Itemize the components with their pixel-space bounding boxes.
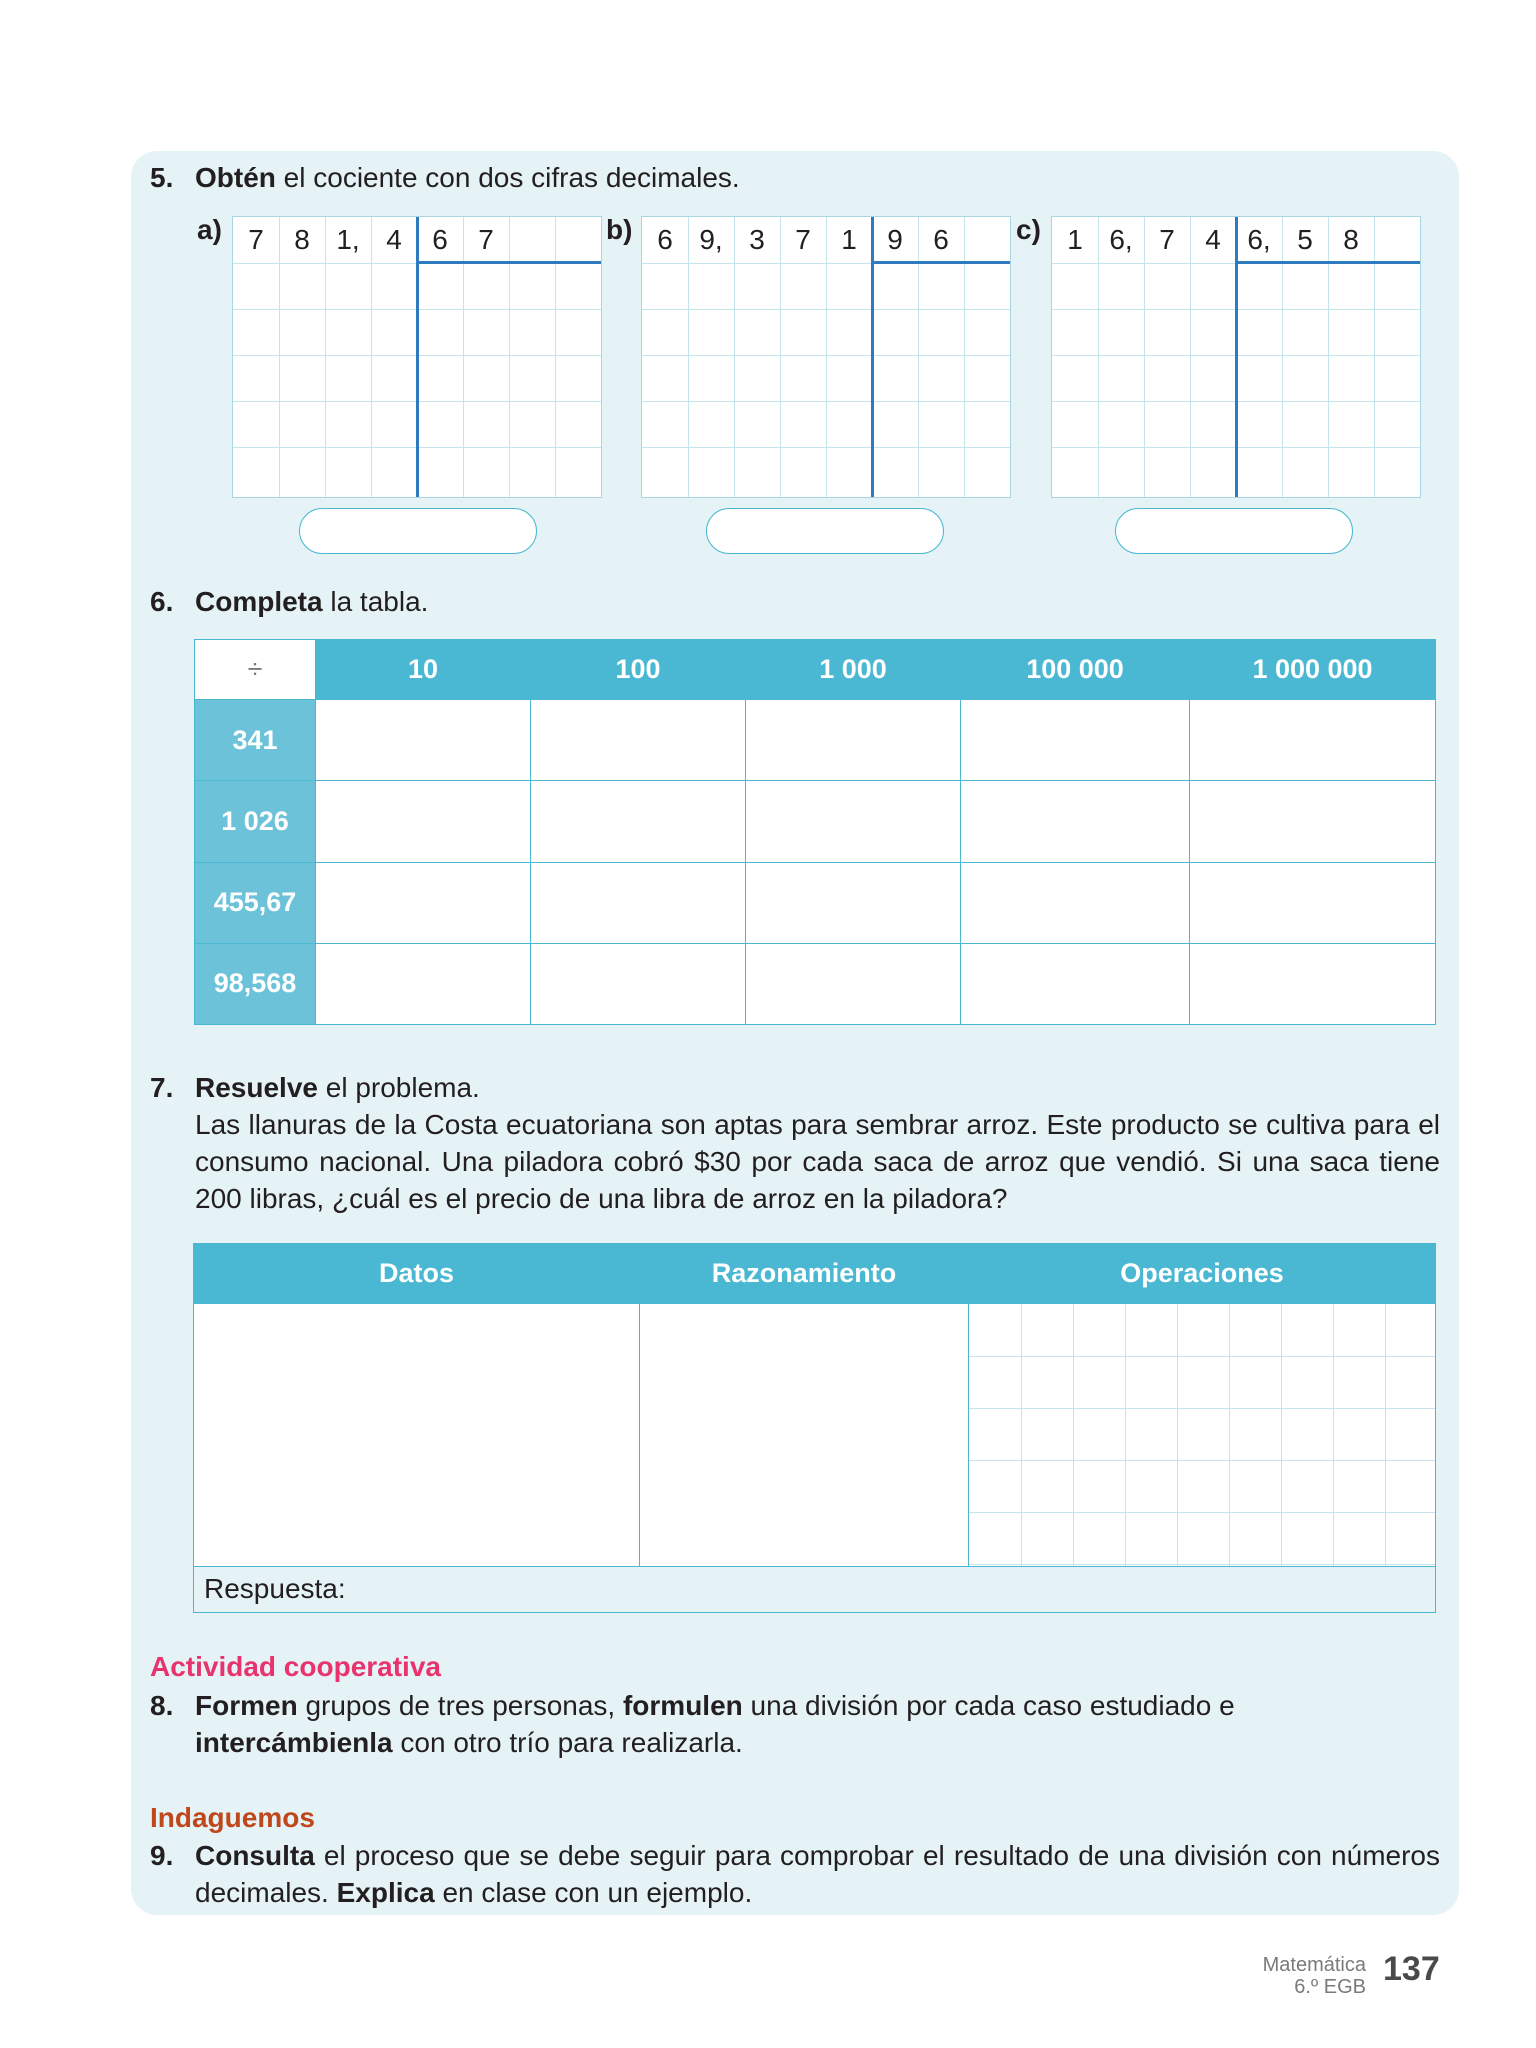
question-8: [150, 1687, 1440, 1767]
answer-field-a[interactable]: [299, 508, 537, 554]
division-table: [194, 639, 1436, 1025]
answer-cell[interactable]: [316, 781, 531, 862]
question-number: 5.: [150, 162, 174, 193]
answer-row[interactable]: [194, 1566, 1436, 1612]
digit: 7: [1159, 224, 1175, 255]
division-grid[interactable]: [641, 216, 1011, 498]
item-label: c): [1016, 214, 1041, 245]
answer-cell[interactable]: [1190, 943, 1436, 1024]
question-text: Resuelve el problema.: [195, 1072, 480, 1103]
grid-line: [969, 1408, 1435, 1409]
column-header: 1 000: [746, 640, 961, 700]
operaciones-grid[interactable]: [969, 1304, 1436, 1567]
grid-line: [1385, 1304, 1386, 1566]
question-number: 8.: [150, 1690, 174, 1721]
question-text: Obtén el cociente con dos cifras decimales.: [195, 162, 740, 193]
grid-line: [1073, 1304, 1074, 1566]
digit: 9,: [699, 224, 723, 255]
footer-subject: Matemática 6.º EGB: [1262, 1954, 1366, 1998]
grid-line: [1229, 1304, 1230, 1566]
answer-cell[interactable]: [316, 862, 531, 943]
answer-cell[interactable]: [531, 700, 746, 781]
cooperative-title: Actividad cooperativa: [150, 1651, 441, 1682]
digit: 8: [294, 224, 310, 255]
grid-line: [969, 1460, 1435, 1461]
problem-table: [193, 1243, 1436, 1613]
answer-cell[interactable]: [746, 700, 961, 781]
digit: 4: [1205, 224, 1221, 255]
digit: 7: [478, 224, 494, 255]
column-header: 100: [531, 640, 746, 700]
item-label: b): [606, 214, 633, 245]
row-header: 455,67: [195, 862, 316, 943]
grid-line: [1021, 1304, 1022, 1566]
grid-line: [1125, 1304, 1126, 1566]
row-header: 1 026: [195, 781, 316, 862]
question-5: [150, 159, 1450, 199]
page-number: 137: [1383, 1950, 1440, 1988]
grid-lines: [969, 1304, 1435, 1566]
grid-line: [969, 1512, 1435, 1513]
digit: 3: [749, 224, 765, 255]
answer-cell[interactable]: [1190, 700, 1436, 781]
digit: 1: [841, 224, 857, 255]
answer-cell[interactable]: [746, 862, 961, 943]
division-symbol: ÷: [195, 640, 316, 700]
row-header: 341: [195, 700, 316, 781]
column-header: 1 000 000: [1190, 640, 1436, 700]
digit: 1: [1067, 224, 1083, 255]
answer-cell[interactable]: [746, 943, 961, 1024]
question-number: 6.: [150, 586, 174, 617]
answer-label: Respuesta:: [204, 1573, 346, 1605]
grid-line: [1281, 1304, 1282, 1566]
question-text: Formen grupos de tres personas, formulen una división por cada caso estudiado e intercámbienla con otro trío para realizarla.: [195, 1690, 1235, 1758]
grid-line: [1177, 1304, 1178, 1566]
question-text: Completa la tabla.: [195, 586, 429, 617]
question-9: [150, 1837, 1440, 1917]
answer-cell[interactable]: [961, 943, 1190, 1024]
digit: 6: [657, 224, 673, 255]
grid-line: [1333, 1304, 1334, 1566]
problem-statement: Las llanuras de la Costa ecuatoriana son aptas para sembrar arroz. Este producto se cultiva para el consumo nacional. Una piladora cobró $30 por cada saca de arroz que vendió. Si una saca tiene 200 libras, ¿cuál es el precio de una libra de arroz en la piladora?: [195, 1109, 1440, 1214]
datos-area[interactable]: [194, 1304, 640, 1567]
digit: 8: [1343, 224, 1359, 255]
answer-field-b[interactable]: [706, 508, 944, 554]
digit: 1,: [336, 224, 360, 255]
digit: 7: [248, 224, 264, 255]
division-grid[interactable]: [1051, 216, 1421, 498]
digit: 7: [795, 224, 811, 255]
row-header: 98,568: [195, 943, 316, 1024]
digit: 6: [432, 224, 448, 255]
answer-cell[interactable]: [961, 781, 1190, 862]
digit: 6,: [1247, 224, 1271, 255]
answer-field-c[interactable]: [1115, 508, 1353, 554]
column-header-datos: Datos: [194, 1244, 640, 1304]
answer-cell[interactable]: [531, 781, 746, 862]
question-number: 9.: [150, 1840, 174, 1871]
grid-line: [969, 1564, 1435, 1565]
answer-cell[interactable]: [961, 862, 1190, 943]
question-6: [150, 583, 1450, 623]
column-header: 10: [316, 640, 531, 700]
answer-cell[interactable]: [316, 700, 531, 781]
answer-cell[interactable]: [531, 862, 746, 943]
answer-cell[interactable]: [746, 781, 961, 862]
answer-cell[interactable]: [316, 943, 531, 1024]
digit: 6,: [1109, 224, 1133, 255]
inquiry-title: Indaguemos: [150, 1802, 315, 1833]
column-header: 100 000: [961, 640, 1190, 700]
column-header-operaciones: Operaciones: [969, 1244, 1436, 1304]
item-label: a): [197, 214, 222, 245]
digit: 9: [887, 224, 903, 255]
answer-cell[interactable]: [531, 943, 746, 1024]
question-text: Consulta el proceso que se debe seguir para comprobar el resultado de una división con números decimales. Explica en clase con un ejemplo.: [195, 1840, 1440, 1908]
answer-cell[interactable]: [1190, 781, 1436, 862]
question-7: [150, 1069, 1440, 1229]
column-header-razonamiento: Razonamiento: [640, 1244, 969, 1304]
razonamiento-area[interactable]: [640, 1304, 969, 1567]
question-number: 7.: [150, 1072, 174, 1103]
answer-cell[interactable]: [1190, 862, 1436, 943]
digit: 6: [933, 224, 949, 255]
digit: 4: [386, 224, 402, 255]
answer-cell[interactable]: [961, 700, 1190, 781]
grid-line: [969, 1356, 1435, 1357]
division-grid[interactable]: [232, 216, 602, 498]
digit: 5: [1297, 224, 1313, 255]
